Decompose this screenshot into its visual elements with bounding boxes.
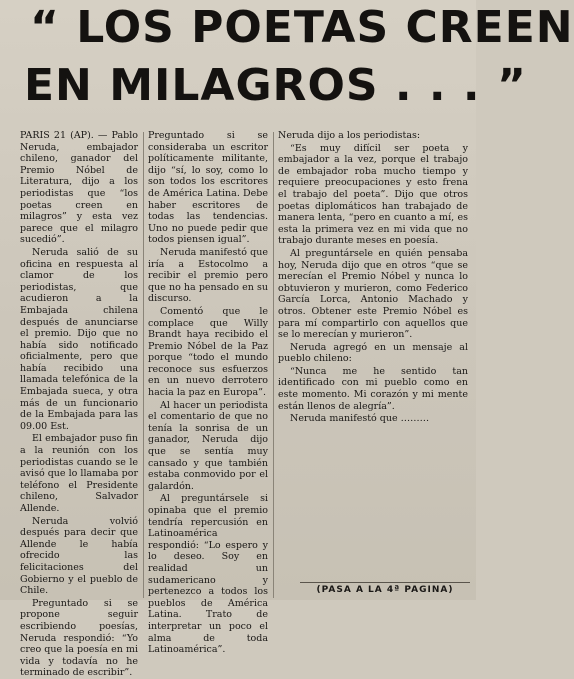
paragraph: Al preguntársele en quién pensaba hoy, Neruda dijo que en otros “que se merecían el Premio Nóbel y nunca lo obtuvieron y murieron, como Federico García Lorca, Antonio Machado y otros. Obtener este Premio Nóbel es para mí compartirlo con aquellos que se lo merecían y murieron”. <box>278 247 468 341</box>
paragraph: Neruda agregó en un mensaje al pueblo chileno: <box>278 341 468 365</box>
paragraph: Neruda dijo a los periodistas: <box>278 130 421 141</box>
column-divider <box>273 132 274 598</box>
article-columns <box>20 130 470 679</box>
paragraph: Al preguntársele si opinaba que el premio tendría repercusión en Latinoamérica respondió: “Lo espero y lo deseo. Soy en realidad un sudamericano y pertenezco a todos los pueblos de América Latina. Trato de interpretar un poco el alma de toda Latinoamérica”. <box>148 493 268 656</box>
column-1 <box>20 130 138 679</box>
paragraph: Neruda manifestó que ……… <box>290 413 430 425</box>
paragraph: Neruda volvió después para decir que Allende le había ofrecido las felicitaciones del Gobierno y el pueblo de Chile. <box>20 515 138 597</box>
paragraph: Preguntado si se propone seguir escribiendo poesías, Neruda respondió: “Yo creo que la poesía en mi vida y todavía no he terminado de escribir”. <box>20 597 138 679</box>
paragraph: Comentó que le complace que Willy Brandt haya recibido el Premio Nóbel de la Paz porque “todo el mundo reconoce sus esfuerzos en un nuevo derrotero hacia la paz en Europa”. <box>148 305 268 399</box>
headline-line-2: EN MILAGROS . . . ” <box>24 60 527 111</box>
paragraph: PARIS 21 (AP). — Pablo Neruda, embajador chileno, ganador del Premio Nóbel de Literatura, dijo a los periodistas que “los poetas creen en milagros” y esta vez parece que el milagro sucedió”. <box>20 130 138 246</box>
column-divider <box>143 132 144 598</box>
column-3 <box>278 130 468 600</box>
paragraph: “Nunca me he sentido tan identificado con mi pueblo como en este momento. Mi corazón y mi mente están llenos de alegría”. <box>278 365 468 412</box>
headline-line-1: “ LOS POETAS CREEN <box>30 2 574 53</box>
paragraph: Neruda salió de su oficina en respuesta al clamor de los periodistas, que acudieron a la Embajada chilena después de anunciarse el premio. Dijo que no había sido notificado oficialmente, pero que había recibido una llamada telefónica de la Embajada sueca, y otra más de un funcionario de la Embajada para las 09.00 Est. <box>20 246 138 432</box>
continued-notice: (PASA A LA 4ª PAGINA) <box>300 582 470 595</box>
column-2 <box>148 130 268 656</box>
paragraph: Al hacer un periodista el comentario de que no tenía la sonrisa de un ganador, Neruda dijo que se sentía muy cansado y que también estaba conmovido por el galardón. <box>148 399 268 492</box>
paragraph: Preguntado si se consideraba un escritor políticamente militante, dijo “sí, lo soy, como lo son todos los escritores de América Latina. Debe haber escritores de todas las tendencias. Uno no puede pedir que todos piensen igual”. <box>148 130 268 246</box>
paragraph: “Es muy difícil ser poeta y embajador a la vez, porque el trabajo de embajador roba mucho tiempo y requiere preocupaciones y esto frena el trabajo del poeta”. Dijo que otros poetas diplomáticos han trabajado de manera lenta, “pero en cuanto a mí, es esta la primera vez en mi vida que no trabajo durante meses en poesía. <box>278 142 468 247</box>
paragraph: Neruda manifestó que iría a Estocolmo a recibir el premio pero que no ha pensado en su discurso. <box>148 246 268 305</box>
paragraph: El embajador puso fin a la reunión con los periodistas cuando se le avisó que lo llamaba por teléfono el Presidente chileno, Salvador Allende. <box>20 433 138 514</box>
